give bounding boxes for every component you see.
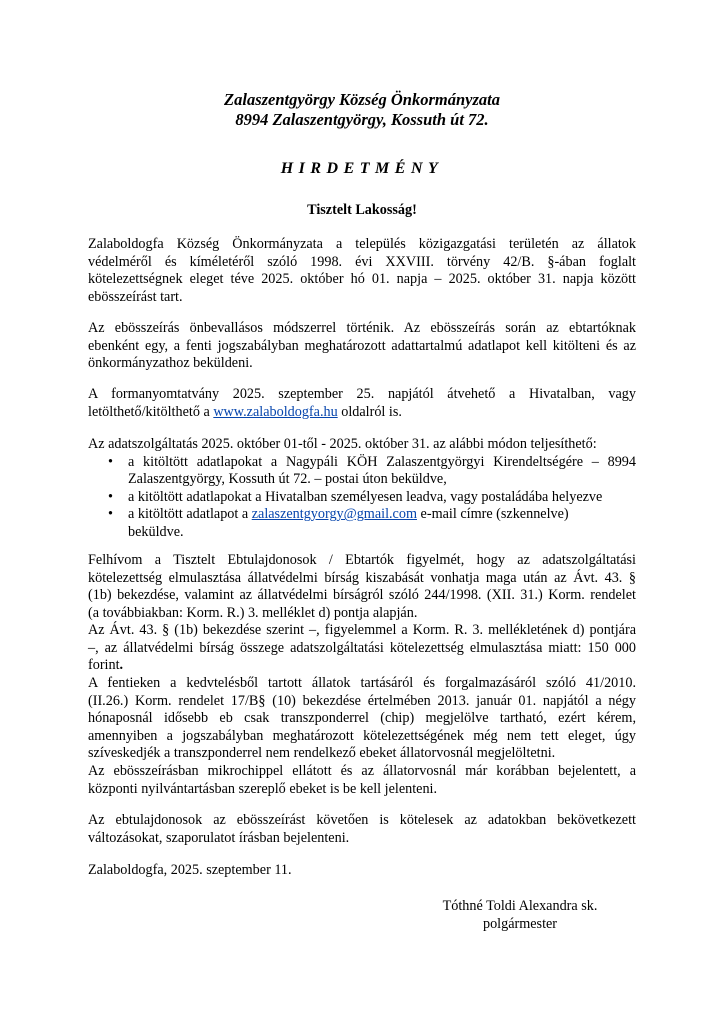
paragraph-line: Az ebtulajdonosok az ebösszeírást követően is kötelesek az adatokban bekövetkezett (88, 812, 636, 828)
list-item-line (128, 506, 636, 524)
submission-list (88, 454, 636, 542)
paragraph-line: ebenként egy, a fenti jogszabályban meghatározott adattartalmú adatlapot kell kitölteni és az (88, 337, 636, 354)
paragraph-line: (1b) bekezdése, valamint az állatvédelmi bírságról szóló 244/1998. (XII. 31.) Korm. rendelet (88, 587, 636, 604)
paragraph-line: változásokat, szaporulatot írásban bejelenteni. (88, 829, 350, 846)
signature-name: Tóthné Toldi Alexandra sk. (442, 898, 598, 914)
paragraph-line: –, az állatvédelmi bírság összege adatszolgáltatási kötelezettség elmulasztása miatt: 150 000 (88, 639, 636, 656)
paragraph-line: szíveskedjék a transzponderrel nem rendelkező ebeket állatorvosnál megjelöltetni. (88, 745, 556, 762)
paragraph-line: A fentieken a kedvtelésből tartott állatok tartásáról és forgalmazásáról szóló 41/2010. (88, 675, 636, 691)
paragraph-line: hónaposnál idősebb eb csak transzponderrel (chip) megjelölve tartható, ezért kérem, (88, 710, 636, 727)
fine-currency: forint (88, 657, 120, 674)
paragraph-line: (II.26.) Korm. rendelet 17/B§ (10) bekezdése értelmében 2013. január 01. napjától a négy (88, 692, 636, 709)
email-text: a kitöltött adatlapot a (128, 506, 252, 523)
signature-role: polgármester (482, 916, 558, 932)
form-text: letölthető/kitölthető a (88, 403, 214, 420)
paragraph-warning (88, 552, 636, 622)
paragraph-line: (a továbbiakban: Korm. R.) 3. melléklet d) pontja alapján. (88, 604, 418, 621)
submission-intro: Az adatszolgáltatás 2025. október 01-től - 2025. október 31. az alábbi módon teljesíthető: (88, 436, 597, 452)
paragraph-chip (88, 675, 636, 763)
paragraph-line: A formanyomtatvány 2025. szeptember 25. napjától átvehető a Hivatalban, vagy (88, 386, 636, 402)
list-item-line: a kitöltött adatlapokat a Hivatalban személyesen leadva, vagy postaládába helyezve (128, 488, 603, 505)
list-item (88, 454, 636, 489)
date-line: Zalaboldogfa, 2025. szeptember 11. (88, 862, 292, 878)
fine-period: . (119, 657, 124, 674)
paragraph-line: Az ebösszeírásban mikrochippel ellátott és az állatorvosnál már korábban bejelentett, a (88, 763, 636, 779)
list-item (88, 489, 636, 507)
email-link[interactable]: zalaszentgyorgy@gmail.com (251, 506, 417, 523)
header-municipality: Zalaszentgyörgy Község Önkormányzata (224, 90, 500, 109)
paragraph-line: központi nyilvántartásban szereplő ebeket is be kell jelenteni. (88, 780, 438, 797)
paragraph-form (88, 386, 636, 421)
paragraph-line: kötelezettségnek eleget téve 2025. október hó 01. napja – 2025. október 31. napja között (88, 271, 636, 288)
list-item-line: a kitöltött adatlapokat a Nagypáli KÖH Zalaszentgyörgyi Kirendeltségére – 8994 (128, 453, 636, 470)
paragraph-method (88, 320, 636, 373)
paragraph-line (88, 657, 636, 675)
email-text-end: e-mail címre (szkennelve) (417, 506, 569, 523)
paragraph-registered (88, 763, 636, 798)
list-item-line: Zalaszentgyörgy, Kossuth út 72. – postai úton beküldve, (128, 471, 447, 488)
form-text-end: oldalról is. (337, 403, 402, 420)
paragraph-line: amennyiben a jogszabályban meghatározott kötelezettségének még nem tett eleget, úgy (88, 727, 636, 744)
paragraph-line (88, 404, 636, 422)
page-title: HIRDETMÉNY (280, 160, 444, 177)
paragraph-line: Az Ávt. 43. § (1b) bekezdése szerint –, figyelemmel a Korm. R. 3. mellékletének d) pontjára (88, 622, 636, 638)
bullet-icon: • (108, 506, 113, 523)
paragraph-line: Az ebösszeírás önbevallásos módszerrel történik. Az ebösszeírás során az ebtartóknak (88, 320, 636, 336)
paragraph-line: Zalaboldogfa Község Önkormányzata a település közigazgatási területén az állatok (88, 236, 636, 252)
greeting: Tisztelt Lakosság! (307, 202, 417, 218)
website-link[interactable]: www.zalaboldogfa.hu (213, 403, 338, 420)
list-item (88, 506, 636, 541)
paragraph-changes (88, 812, 636, 847)
paragraph-line: kötelezettség elmulasztása állatvédelmi bírság kiszabását vonhatja maga után az Ávt. 43. § (88, 569, 636, 586)
bullet-icon: • (108, 453, 113, 470)
paragraph-line: ebösszeírást tart. (88, 288, 183, 305)
paragraph-intro (88, 236, 636, 306)
paragraph-line: Felhívom a Tisztelt Ebtulajdonosok / Ebtartók figyelmét, hogy az adatszolgáltatási (88, 552, 636, 568)
paragraph-fine (88, 622, 636, 675)
list-item-line: beküldve. (128, 523, 184, 540)
paragraph-line: védelméről és kíméletéről szóló 1998. évi XXVIII. törvény 42/B. §-ában foglalt (88, 253, 636, 270)
header-address: 8994 Zalaszentgyörgy, Kossuth út 72. (235, 110, 489, 129)
bullet-icon: • (108, 488, 113, 505)
paragraph-line: önkormányzathoz beküldeni. (88, 355, 253, 372)
paragraph-submission (88, 436, 636, 542)
